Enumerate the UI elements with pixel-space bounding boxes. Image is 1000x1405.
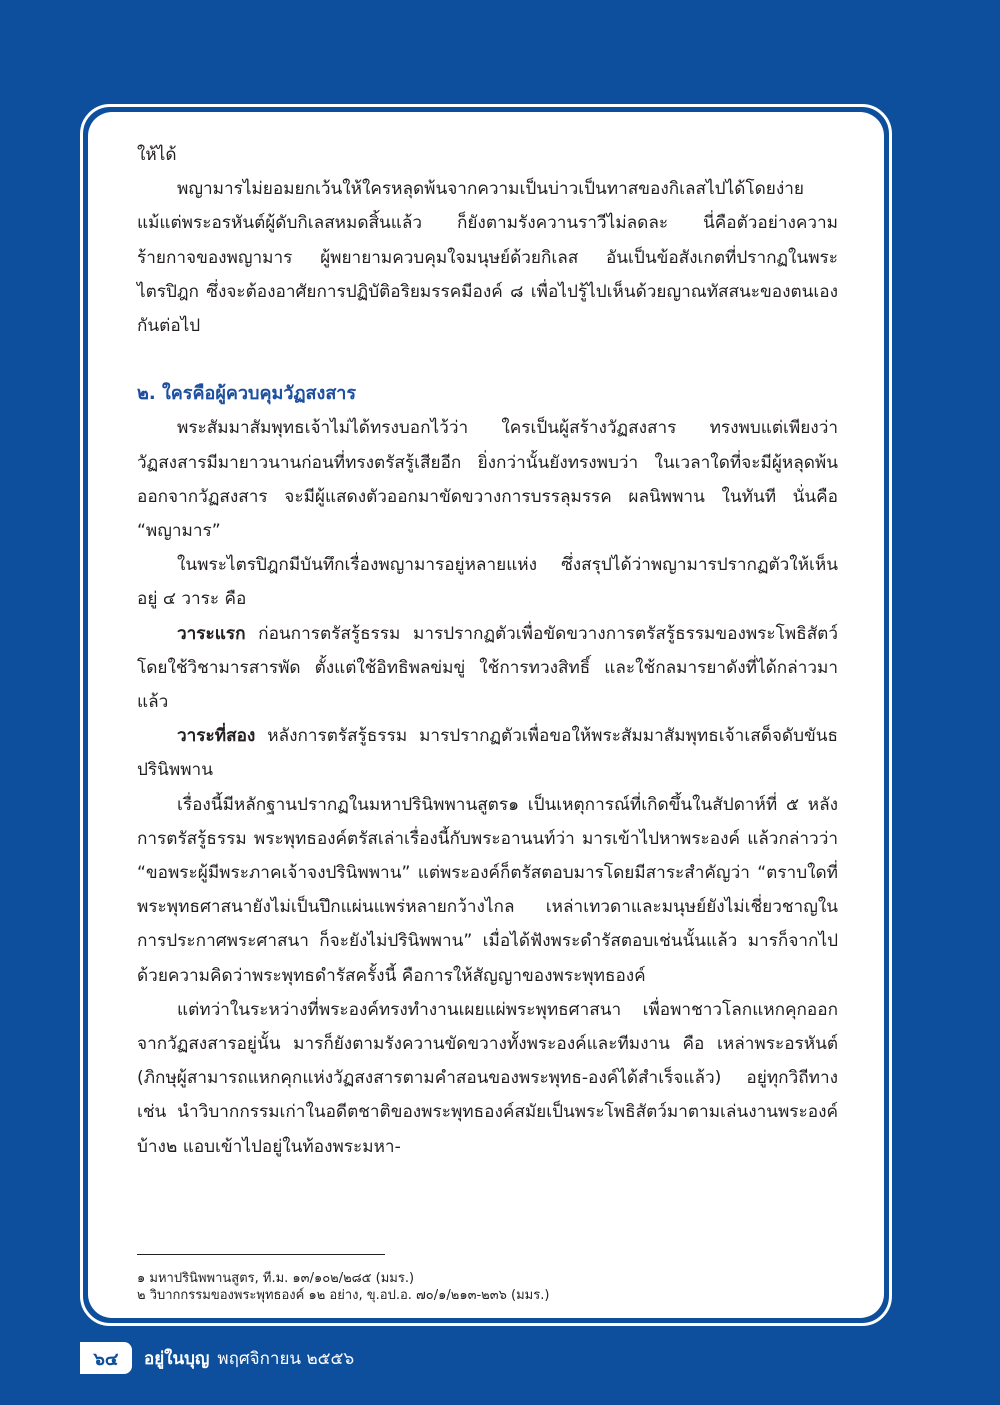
paragraph-2: ในพระไตรปิฎกมีบันทึกเรื่องพญามารอยู่หลายแห่ง ซึ่งสรุปได้ว่าพญามารปรากฏตัวให้เห็นอยู่ ๔ วาระ คือ xyxy=(137,555,838,610)
paragraph-4 xyxy=(137,719,838,787)
term-first-occasion: วาระแรก xyxy=(177,623,246,644)
term-second-occasion: วาระที่สอง xyxy=(177,726,256,747)
footnote-1: ๑ มหาปรินิพพานสูตร, ที.ม. ๑๓/๑๐๒/๒๘๕ (มมร.) xyxy=(137,1271,415,1286)
page-footer xyxy=(80,1342,354,1374)
section-spacer xyxy=(137,343,838,377)
paragraph-6: แต่ทว่าในระหว่างที่พระองค์ทรงทำงานเผยแผ่พระพุทธศาสนา เพื่อพาชาวโลกแหกคุกออกจากวัฏสงสารอยู่นั้น มารก็ยังตามรังควานขัดขวางทั้งพระองค์และทีมงาน คือ เหล่าพระอรหันต์ (ภิกษุผู้สามารถแหกคุกแห่งวัฏสงสารตามคำสอนของพระพุทธ-องค์ได้สำเร็จแล้ว) อยู่ทุกวิถีทาง เช่น นำวิบากกรรมเก่าในอดีตชาติของพระพุทธองค์สมัยเป็นพระโพธิสัตว์มาตามเล่นงานพระองค์บ้าง๒ แอบเข้าไปอยู่ในท้องพระมหา- xyxy=(137,999,838,1157)
footnotes xyxy=(137,1270,837,1304)
paragraph-continuation: ให้ได้ xyxy=(137,145,177,165)
section-heading: ๒. ใครคือผู้ควบคุมวัฏสงสาร xyxy=(137,383,357,405)
page-number: ๖๔ xyxy=(80,1342,132,1374)
footnote-2: ๒ วิบากกรรมของพระพุทธองค์ ๑๒ อย่าง, ขุ.อป.อ. ๗๐/๑/๒๑๓-๒๓๖ (มมร.) xyxy=(137,1288,550,1303)
paragraph-mara-intro: พญามารไม่ยอมยกเว้นให้ใครหลุดพ้นจากความเป็นบ่าวเป็นทาสของกิเลสไปได้โดยง่าย แม้แต่พระอรหันต์ผู้ดับกิเลสหมดสิ้นแล้ว ก็ยังตามรังควานราวีไม่ลดละ นี่คือตัวอย่างความร้ายกาจของพญามาร ผู้พยายามควบคุมใจมนุษย์ด้วยกิเลส อันเป็นข้อสังเกตที่ปรากฏในพระไตรปิฎก ซึ่งจะต้องอาศัยการปฏิบัติอริยมรรคมีองค์ ๘ เพื่อไปรู้ไปเห็นด้วยญาณทัสสนะของตนเองกันต่อไป xyxy=(137,179,838,337)
article-body xyxy=(137,138,838,1164)
footnote-divider xyxy=(137,1254,385,1255)
paragraph-1: พระสัมมาสัมพุทธเจ้าไม่ได้ทรงบอกไว้ว่า ใครเป็นผู้สร้างวัฏสงสาร ทรงพบแต่เพียงว่า วัฏสงสารมีมายาวนานก่อนที่ทรงตรัสรู้เสียอีก ยิ่งกว่านั้นยังทรงพบว่า ในเวลาใดที่จะมีผู้หลุดพ้นออกจากวัฏสงสาร จะมีผู้แสดงตัวออกมาขัดขวางการบรรลุมรรค ผลนิพพาน ในทันที นั่นคือ “พญามาร” xyxy=(137,418,838,542)
paragraph-5: เรื่องนี้มีหลักฐานปรากฏในมหาปรินิพพานสูตร๑ เป็นเหตุการณ์ที่เกิดขึ้นในสัปดาห์ที่ ๕ หลังการตรัสรู้ธรรม พระพุทธองค์ตรัสเล่าเรื่องนี้กับพระอานนท์ว่า มารเข้าไปหาพระองค์ แล้วกล่าวว่า “ขอพระผู้มีพระภาคเจ้าจงปรินิพพาน” แต่พระองค์ก็ตรัสตอบมารโดยมีสาระสำคัญว่า “ตราบใดที่พระพุทธศาสนายังไม่เป็นปึกแผ่นแพร่หลายกว้างไกล เหล่าเทวดาและมนุษย์ยังไม่เชี่ยวชาญในการประกาศพระศาสนา ก็จะยังไม่ปรินิพพาน” เมื่อได้ฟังพระดำรัสตอบเช่นนั้นแล้ว มารก็จากไปด้วยความคิดว่าพระพุทธดำรัสครั้งนี้ คือการให้สัญญาของพระพุทธองค์ xyxy=(137,794,838,986)
paragraph-4-text: หลังการตรัสรู้ธรรม มารปรากฏตัวเพื่อขอให้พระสัมมาสัมพุทธเจ้าเสด็จดับขันธปรินิพพาน xyxy=(137,726,838,781)
paragraph-3 xyxy=(137,617,838,720)
magazine-issue: พฤศจิกายน ๒๕๕๖ xyxy=(217,1348,355,1369)
magazine-title: อยู่ในบุญ xyxy=(144,1348,210,1369)
paragraph-3-text: ก่อนการตรัสรู้ธรรม มารปรากฏตัวเพื่อขัดขวางการตรัสรู้ธรรมของพระโพธิสัตว์ โดยใช้วิชามารสารพัด ตั้งแต่ใช้อิทธิพลข่มขู่ ใช้การทวงสิทธิ์ และใช้กลมารยาดังที่ได้กล่าวมาแล้ว xyxy=(137,623,838,713)
